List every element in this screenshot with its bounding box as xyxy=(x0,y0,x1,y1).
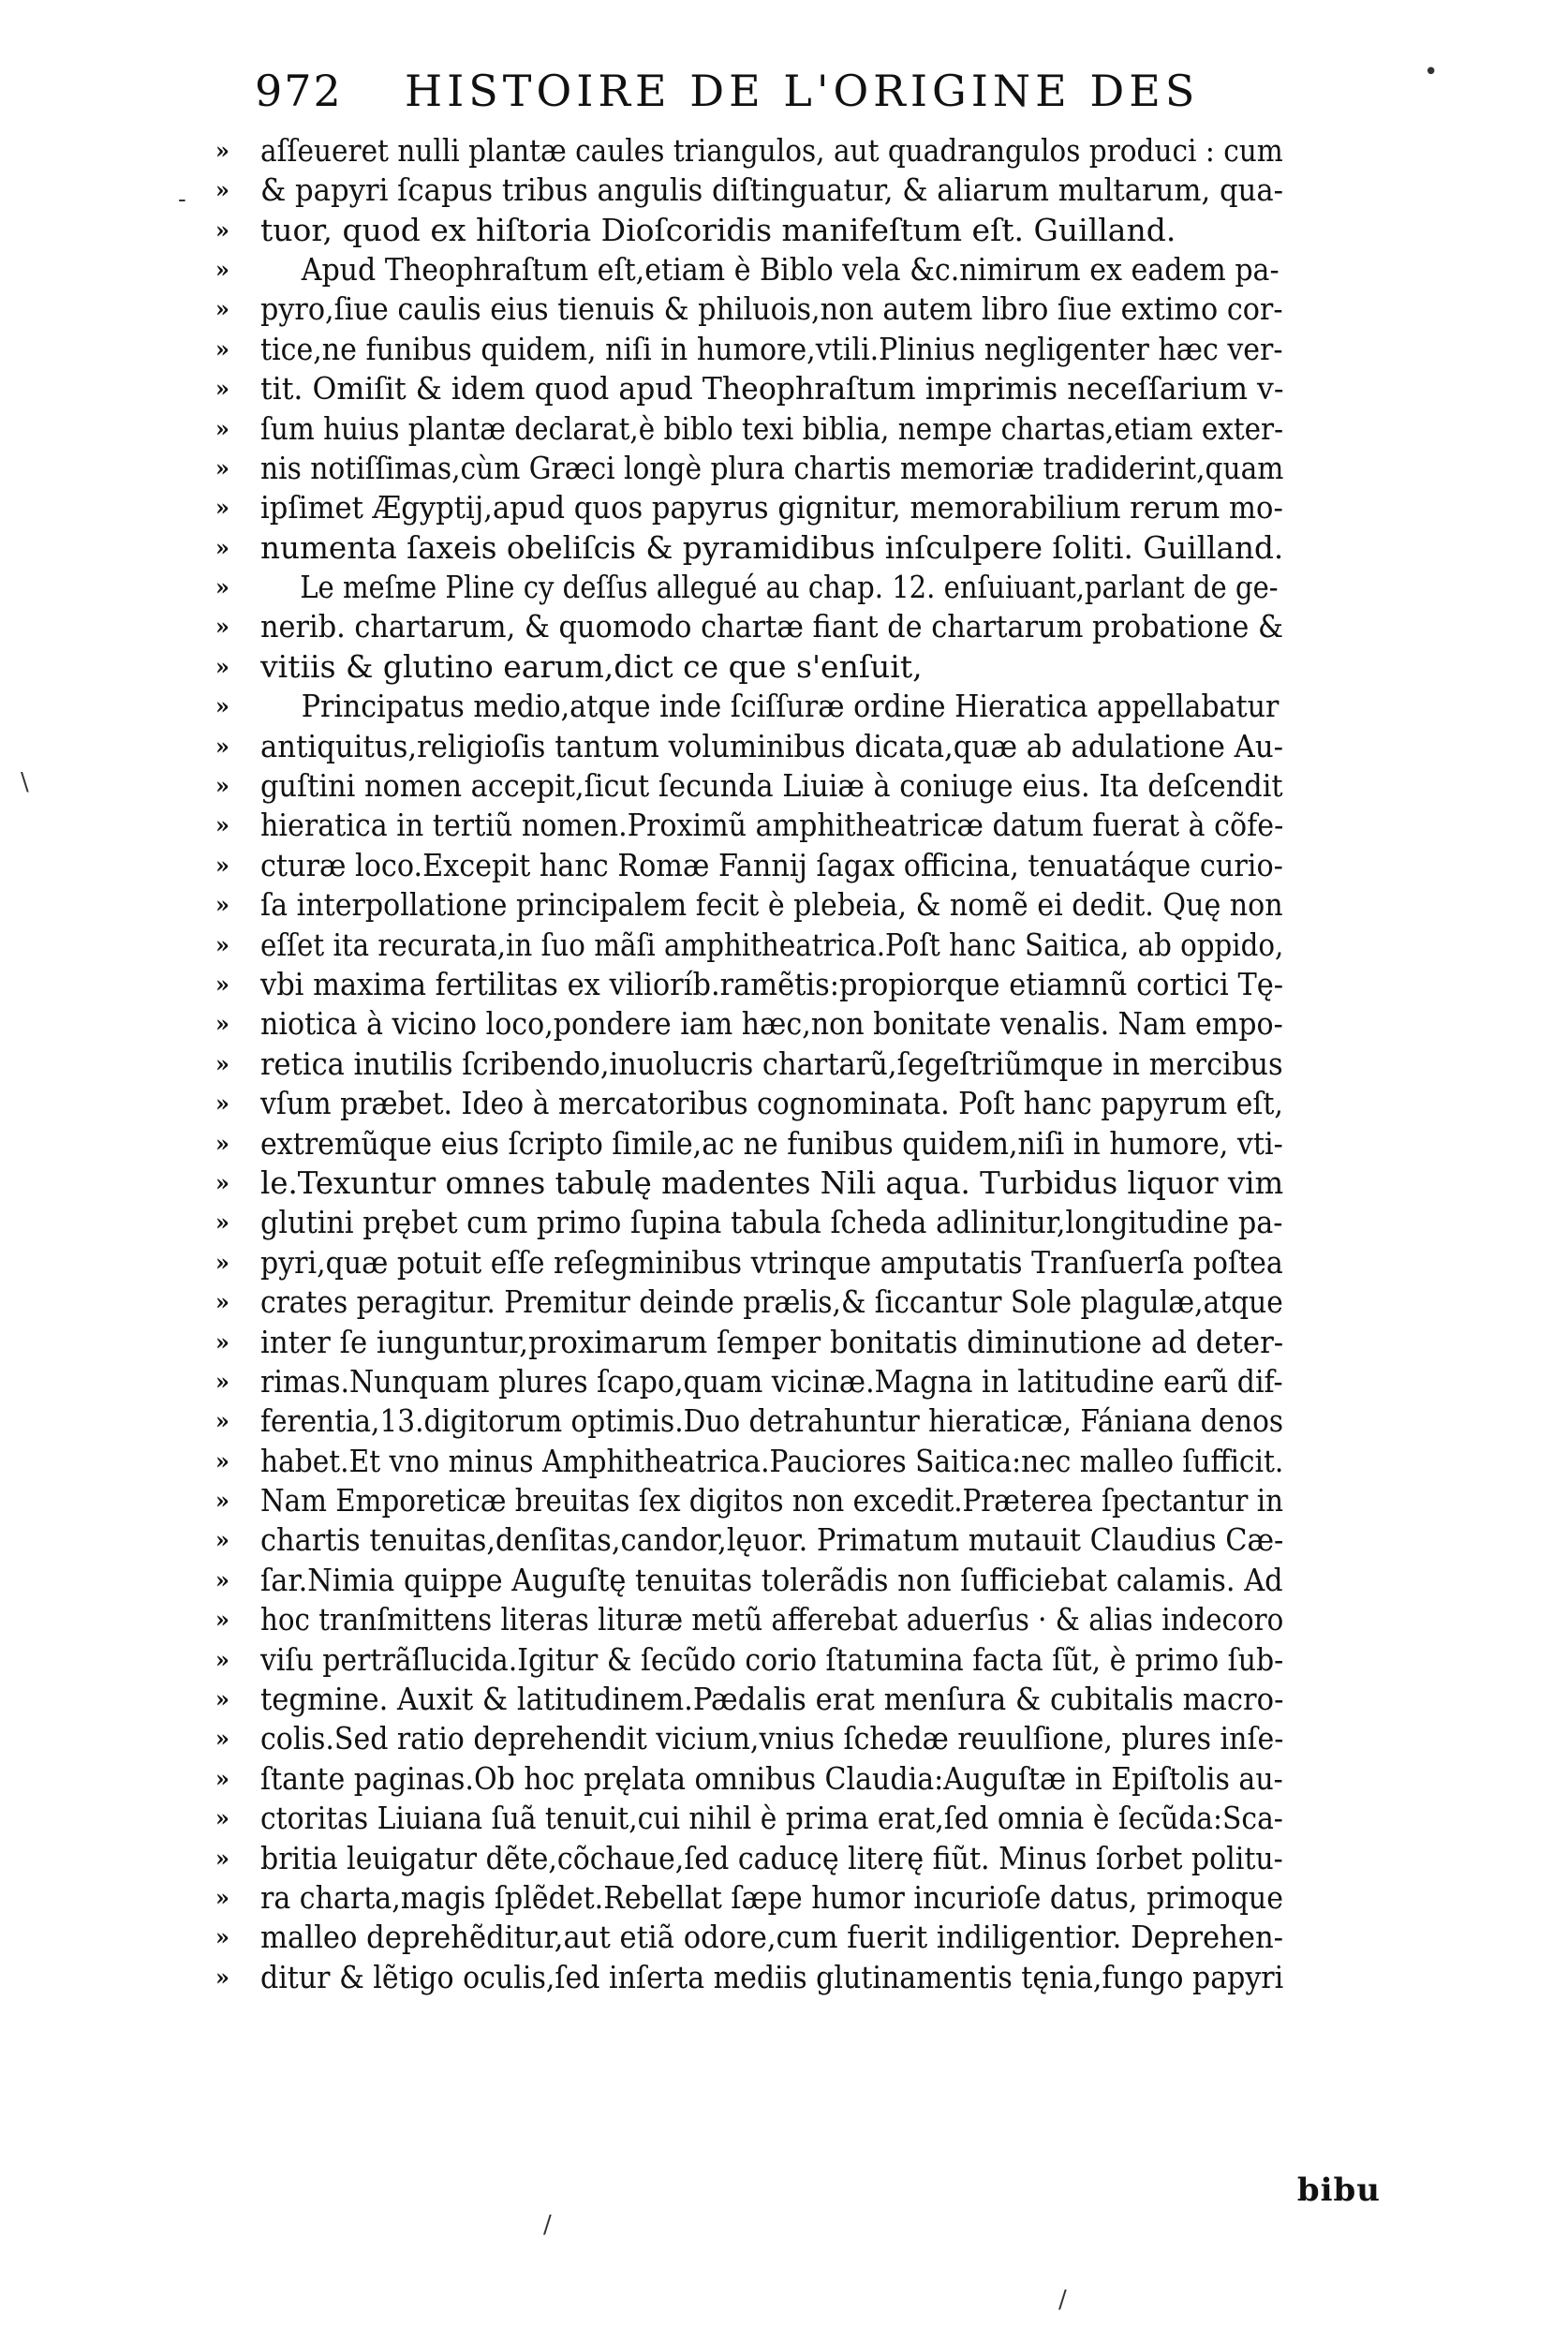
line-text: Apud Theophraſtum eſt,etiam è Biblo vela &c.nimirum ex eadem pa- xyxy=(301,250,1280,288)
quotation-mark: » xyxy=(215,971,229,998)
text-line xyxy=(215,1917,1283,1956)
text-line xyxy=(215,1440,1283,1479)
quotation-mark: » xyxy=(215,255,229,283)
quotation-mark: » xyxy=(215,1446,229,1475)
line-text: tegmine. Auxit & latitudinem.Pædalis erat menſura & cubitalis macro- xyxy=(260,1681,1283,1718)
quotation-mark: » xyxy=(215,1764,229,1792)
text-line xyxy=(215,1598,1283,1638)
text-line xyxy=(215,566,1283,605)
margin-tick-mark: \ xyxy=(21,768,29,796)
quotation-mark: » xyxy=(215,1804,229,1832)
quotation-mark: » xyxy=(215,533,229,561)
line-text: ſa interpollatione principalem fecit è plebeia, & nomẽ ei dedit. Quę non xyxy=(260,886,1283,924)
text-line xyxy=(215,1479,1283,1519)
line-text: Nam Emporeticæ breuitas ſex digitos non excedit.Præterea ſpectantur in xyxy=(260,1482,1283,1519)
quotation-mark: » xyxy=(215,215,229,244)
quotation-mark: » xyxy=(215,334,229,363)
quotation-mark: » xyxy=(215,891,229,919)
line-text: crates peragitur. Premitur deinde prælis,& ſiccantur Sole plagulæ,atque xyxy=(260,1283,1283,1321)
line-text: nis notiſſimas,cùm Græci longè plura chartis memoriæ tradiderint,quam xyxy=(260,449,1283,486)
text-line xyxy=(215,328,1283,367)
quotation-mark: » xyxy=(215,1129,229,1157)
text-line xyxy=(215,209,1283,248)
text-line xyxy=(215,805,1283,844)
quotation-mark: » xyxy=(215,1327,229,1356)
quotation-mark: » xyxy=(215,414,229,442)
text-line xyxy=(215,1757,1283,1797)
line-text: tuor, quod ex hiſtoria Dioſcoridis manifeſtum eſt. Guilland. xyxy=(260,211,1176,248)
text-line xyxy=(215,606,1283,645)
line-text: vbi maxima fertilitas ex vilioríb.ramẽtis:propiorque etiamnũ cortici Tę- xyxy=(260,966,1283,1002)
text-line xyxy=(215,129,1283,169)
line-text: ſtante paginas.Ob hoc pręlata omnibus Claudia:Auguſtæ in Epiſtolis au- xyxy=(260,1759,1283,1797)
text-line xyxy=(215,1559,1283,1598)
text-line xyxy=(215,1401,1283,1440)
text-line xyxy=(215,764,1283,804)
catchword: bibu xyxy=(1296,2172,1381,2209)
text-line xyxy=(215,1638,1283,1678)
text-line xyxy=(215,1678,1283,1717)
quotation-mark: » xyxy=(215,1645,229,1673)
line-text: ſar.Nimia quippe Auguſtę tenuitas tolerãdis non ſufficiebat calamis. Ad xyxy=(260,1561,1283,1598)
text-line xyxy=(215,526,1283,566)
quotation-mark: » xyxy=(215,1248,229,1276)
margin-corner-mark: • xyxy=(1424,58,1439,86)
line-text: ctoritas Liuiana ſuã tenuit,cui nihil è prima erat,ſed omnia è ſecũda:Sca- xyxy=(260,1800,1283,1837)
line-text: pyro,ſiue caulis eius tienuis & philuois,non autem libro ſiue extimo cor- xyxy=(260,290,1283,328)
line-text: ipſimet Ægyptij,apud quos papyrus gignitur, memorabilium rerum mo- xyxy=(260,489,1283,526)
line-text: le.Texuntur omnes tabulę madentes Nili aqua. Turbidus liquor vim xyxy=(260,1164,1283,1201)
quotation-mark: » xyxy=(215,494,229,522)
quotation-mark: » xyxy=(215,1883,229,1911)
quotation-mark: » xyxy=(215,1367,229,1395)
bottom-stray-mark: / xyxy=(1058,2286,1067,2314)
quotation-mark: » xyxy=(215,1168,229,1196)
line-text: Le meſme Pline cy deſſus allegué au chap. 12. enſuiuant,parlant de ge- xyxy=(300,569,1279,606)
text-line xyxy=(215,844,1283,883)
line-text: ra charta,magis ſplẽdet.Rebellat ſæpe humor incurioſe datus, primoque xyxy=(260,1878,1283,1916)
quotation-mark: » xyxy=(215,295,229,323)
quotation-mark: » xyxy=(215,1685,229,1713)
line-text: antiquitus,religioſis tantum voluminibus dicata,quæ ab adulatione Au- xyxy=(260,727,1283,764)
quotation-mark: » xyxy=(215,1208,229,1237)
line-text: tit. Omiſit & idem quod apud Theophraſtum imprimis neceſſarium v- xyxy=(260,370,1283,408)
line-text: & papyri ſcapus tribus angulis diſtinguatur, & aliarum multarum, qua- xyxy=(260,171,1283,209)
text-line xyxy=(215,447,1283,486)
text-line xyxy=(215,1241,1283,1281)
quotation-mark: » xyxy=(215,851,229,879)
line-text: niotica à vicino loco,pondere iam hæc,non bonitate venalis. Nam empo- xyxy=(260,1005,1283,1043)
quotation-mark: » xyxy=(215,1923,229,1951)
line-text: britia leuigatur dẽte,cõchaue,ſed caducę literę fiũt. Minus ſorbet politu- xyxy=(260,1839,1283,1876)
text-line xyxy=(215,1718,1283,1757)
line-text: inter ſe iunguntur,proximarum ſemper bonitatis diminutione ad deter- xyxy=(260,1323,1283,1360)
line-text: eſſet ita recurata,in ſuo mãſi amphitheatrica.Poſt hanc Saitica, ab oppido, xyxy=(260,926,1283,963)
text-line xyxy=(215,1003,1283,1043)
text-line xyxy=(215,1956,1283,1995)
text-line xyxy=(215,1043,1283,1082)
text-line xyxy=(215,248,1283,288)
quotation-mark: » xyxy=(215,573,229,601)
line-text: aſſeueret nulli plantæ caules triangulos, aut quadrangulos produci : cum xyxy=(260,131,1283,169)
line-text: chartis tenuitas,denſitas,candor,lęuor. Primatum mutauit Claudius Cæ- xyxy=(260,1521,1283,1559)
quotation-mark: » xyxy=(215,772,229,800)
text-line xyxy=(215,1321,1283,1360)
line-text: pyri,quæ potuit eſſe reſegminibus vtrinque amputatis Tranſuerſa poſtea xyxy=(260,1243,1283,1281)
text-line xyxy=(215,1876,1283,1916)
text-line xyxy=(215,685,1283,724)
line-text: vſum præbet. Ideo à mercatoribus cognominata. Poſt hanc papyrum eſt, xyxy=(260,1085,1283,1122)
line-text: Principatus medio,atque inde ſciſſuræ ordine Hieratica appellabatur xyxy=(301,688,1280,725)
quotation-mark: » xyxy=(215,1725,229,1753)
quotation-mark: » xyxy=(215,1963,229,1991)
text-line xyxy=(215,883,1283,923)
quotation-mark: » xyxy=(215,1407,229,1435)
text-line xyxy=(215,1797,1283,1836)
text-line xyxy=(215,924,1283,963)
line-text: vitiis & glutino earum,dict ce que s'enſuit, xyxy=(260,647,923,685)
line-text: ferentia,13.digitorum optimis.Duo detrahuntur hieraticæ, Fániana denos xyxy=(260,1402,1283,1440)
page-header xyxy=(255,66,1248,122)
text-line xyxy=(215,1837,1283,1876)
text-block xyxy=(215,129,1283,1995)
quotation-mark: » xyxy=(215,1089,229,1118)
line-text: habet.Et vno minus Amphitheatrica.Pauciores Saitica:nec malleo ſufficit. xyxy=(260,1442,1283,1479)
line-text: cturæ loco.Excepit hanc Romæ Fannij ſagax officina, tenuatáque curio- xyxy=(260,846,1283,883)
text-line xyxy=(215,367,1283,407)
text-line xyxy=(215,1281,1283,1320)
text-line xyxy=(215,408,1283,447)
margin-dash-mark: - xyxy=(178,185,186,214)
quotation-mark: » xyxy=(215,652,229,680)
text-line xyxy=(215,487,1283,526)
quotation-mark: » xyxy=(215,136,229,164)
line-text: retica inutilis ſcribendo,inuolucris chartarũ,ſegeſtriũmque in mercibus xyxy=(260,1045,1283,1082)
line-text: guſtini nomen accepit,ſicut ſecunda Liuiæ à coniuge eius. Ita deſcendit xyxy=(260,767,1283,805)
line-text: rimas.Nunquam plures ſcapo,quam vicinæ.Magna in latitudine earũ dif- xyxy=(260,1362,1283,1400)
line-text: tice,ne funibus quidem, niſi in humore,vtili.Plinius negligenter hæc ver- xyxy=(260,330,1283,367)
quotation-mark: » xyxy=(215,930,229,958)
text-line xyxy=(215,1162,1283,1201)
text-line xyxy=(215,1202,1283,1241)
quotation-mark: » xyxy=(215,453,229,482)
quotation-mark: » xyxy=(215,1606,229,1634)
quotation-mark: » xyxy=(215,1049,229,1077)
line-text: glutini prębet cum primo ſupina tabula ſcheda adlinitur,longitudine pa- xyxy=(260,1204,1283,1241)
line-text: ditur & lẽtigo oculis,ſed inſerta mediis glutinamentis tęnia,fungo papyri xyxy=(260,1958,1283,1995)
quotation-mark: » xyxy=(215,692,229,720)
text-line xyxy=(215,169,1283,208)
quotation-mark: » xyxy=(215,1487,229,1515)
line-text: ſum huius plantæ declarat,è biblo texi biblia, nempe chartas,etiam exter- xyxy=(260,409,1283,447)
quotation-mark: » xyxy=(215,811,229,839)
quotation-mark: » xyxy=(215,1526,229,1554)
text-line xyxy=(215,1360,1283,1400)
quotation-mark: » xyxy=(215,1288,229,1316)
page-number: 972 xyxy=(255,66,343,116)
line-text: viſu pertrãſlucida.Igitur & ſecũdo corio ſtatumina facta ſũt, è primo ſub- xyxy=(260,1640,1283,1678)
text-line xyxy=(215,725,1283,764)
line-text: hoc tranſmittens literas lituræ metũ afferebat aduerſus · & alias indecoro xyxy=(260,1601,1283,1638)
line-text: extremũque eius ſcripto ſimile,ac ne funibus quidem,niſi in humore, vti- xyxy=(260,1124,1283,1162)
line-text: malleo deprehẽditur,aut etiã odore,cum fuerit indiligentior. Deprehen- xyxy=(260,1919,1283,1956)
quotation-mark: » xyxy=(215,613,229,641)
bottom-stray-mark: / xyxy=(543,2211,552,2239)
text-line xyxy=(215,645,1283,685)
line-text: colis.Sed ratio deprehendit vicium,vnius ſchedæ reuulſione, plures inſe- xyxy=(260,1720,1283,1757)
text-line xyxy=(215,289,1283,328)
text-line xyxy=(215,1082,1283,1121)
quotation-mark: » xyxy=(215,732,229,760)
quotation-mark: » xyxy=(215,176,229,204)
quotation-mark: » xyxy=(215,1844,229,1872)
line-text: numenta ſaxeis obeliſcis & pyramidibus inſculpere ſoliti. Guilland. xyxy=(260,528,1283,566)
text-line xyxy=(215,1519,1283,1559)
line-text: hieratica in tertiũ nomen.Proximũ amphitheatricæ datum fuerat à cõfe- xyxy=(260,807,1283,844)
line-text: nerib. chartarum, & quomodo chartæ fiant de chartarum probatione & xyxy=(260,608,1283,645)
text-line xyxy=(215,1122,1283,1162)
quotation-mark: » xyxy=(215,1010,229,1038)
text-line xyxy=(215,963,1283,1002)
quotation-mark: » xyxy=(215,375,229,403)
quotation-mark: » xyxy=(215,1565,229,1593)
running-title: HISTOIRE DE L'ORIGINE DES xyxy=(405,66,1200,116)
